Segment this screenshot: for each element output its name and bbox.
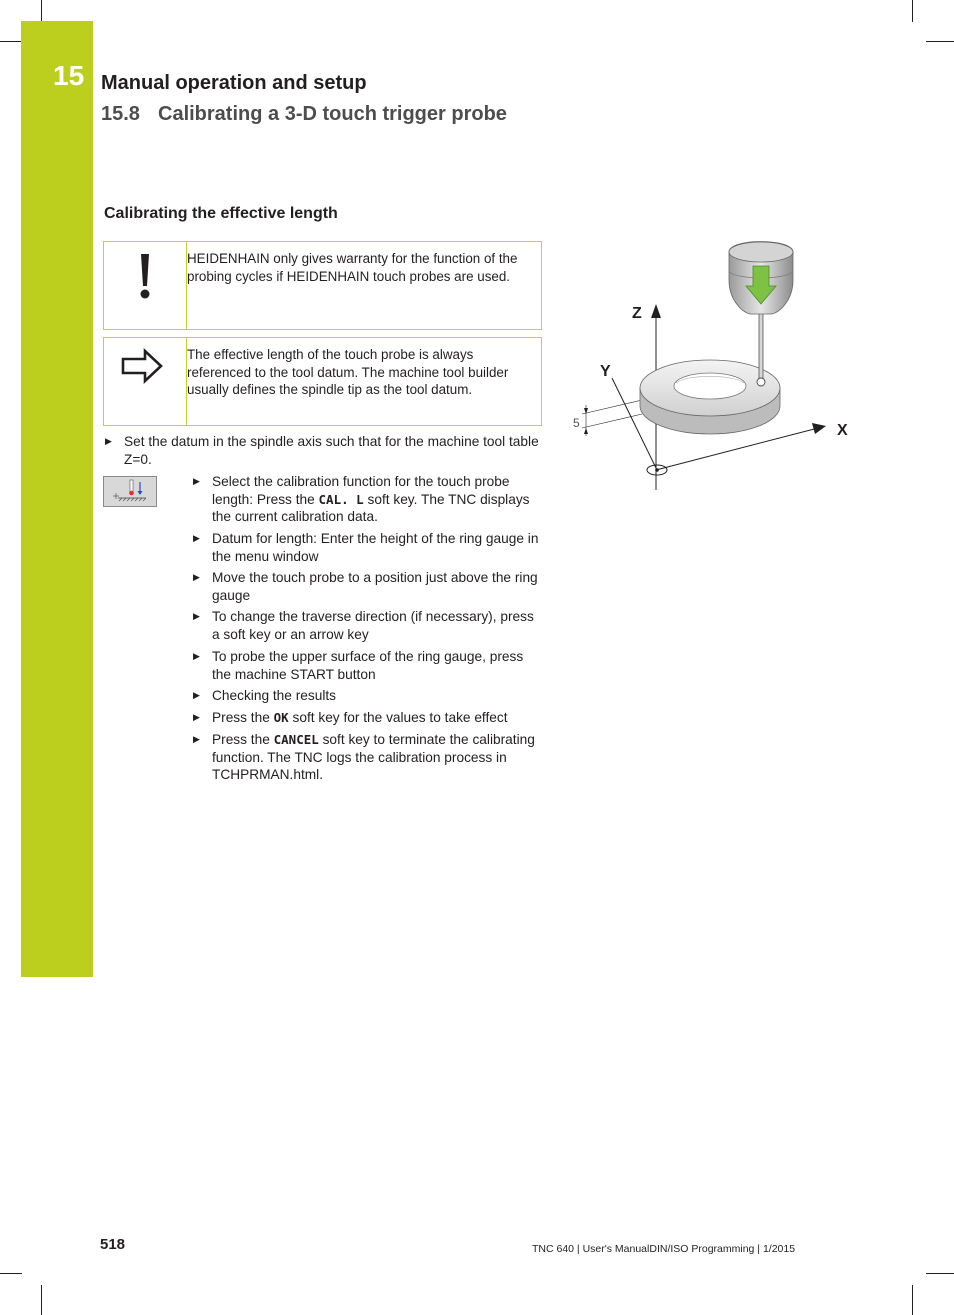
bullet-arrow-icon: ▶ — [193, 611, 200, 621]
step-text: To change the traverse direction (if necessary), press a soft key or an arrow key — [212, 609, 534, 642]
step-text: Press the — [212, 732, 274, 747]
crop-mark — [0, 1273, 22, 1274]
step-item — [193, 473, 540, 526]
bullet-arrow-icon: ▶ — [193, 690, 200, 700]
step-text: soft key to terminate the calibrating function. The TNC logs the calibration process in TCHPRMAN.html. — [212, 732, 535, 782]
crop-mark — [41, 1285, 42, 1315]
arrow-right-icon — [121, 348, 165, 384]
step-text: Select the calibration function for the touch probe length: Press the — [212, 474, 510, 507]
step-text: Press the — [212, 710, 274, 725]
cal-l-softkey[interactable] — [103, 476, 157, 507]
step-text: Move the touch probe to a position just above the ring gauge — [212, 570, 538, 603]
crop-mark — [41, 0, 42, 22]
step-text: soft key for the values to take effect — [288, 710, 508, 725]
axis-label-y: Y — [600, 363, 611, 380]
softkey-name: CAL. L — [318, 491, 364, 507]
chapter-number: 15 — [53, 60, 85, 91]
chapter-title: Manual operation and setup — [101, 72, 367, 94]
step-item — [193, 709, 540, 727]
crop-mark — [926, 41, 954, 42]
step-text: Set the datum in the spindle axis such that for the machine tool table Z=0. — [124, 434, 539, 467]
info-note — [103, 337, 542, 426]
page-number: 518 — [100, 1236, 126, 1253]
bullet-arrow-icon: ▶ — [105, 436, 112, 446]
step-item — [193, 687, 540, 705]
step-item — [193, 648, 540, 683]
ring-gauge-figure — [560, 230, 860, 500]
dimension-label: 5 — [573, 416, 580, 430]
bullet-arrow-icon: ▶ — [193, 572, 200, 582]
bullet-arrow-icon: ▶ — [193, 712, 200, 722]
step-item — [193, 530, 540, 565]
warning-note — [103, 241, 542, 330]
note-text: HEIDENHAIN only gives warranty for the function of the probing cycles if HEIDENHAIN touch probes are used. — [187, 251, 518, 284]
calibrate-length-icon — [104, 477, 156, 506]
step-text: To probe the upper surface of the ring gauge, press the machine START button — [212, 649, 524, 682]
step-item — [193, 608, 540, 643]
step-text: soft key. The TNC displays the current calibration data. — [212, 491, 530, 524]
bullet-arrow-icon: ▶ — [193, 734, 200, 744]
softkey-name: CANCEL — [273, 732, 319, 747]
crop-mark — [0, 41, 22, 42]
bullet-arrow-icon: ▶ — [193, 533, 200, 543]
exclamation-icon — [134, 252, 156, 300]
crop-mark — [912, 1285, 913, 1315]
step-item — [105, 433, 540, 468]
note-text: The effective length of the touch probe is always referenced to the tool datum. The machine tool builder usually defines the spindle tip as the tool datum. — [187, 347, 509, 397]
chapter-sidebar — [21, 21, 93, 977]
section-title — [101, 103, 507, 126]
footer-doc-info: TNC 640 | User's ManualDIN/ISO Programming | 1/2015 — [532, 1243, 796, 1255]
crop-mark — [912, 0, 913, 22]
section-title-text: Calibrating a 3-D touch trigger probe — [158, 103, 507, 125]
step-text: Checking the results — [212, 688, 337, 703]
bullet-arrow-icon: ▶ — [193, 476, 200, 486]
axis-label-x: X — [837, 422, 848, 439]
bullet-arrow-icon: ▶ — [193, 651, 200, 661]
subsection-title: Calibrating the effective length — [104, 205, 338, 222]
step-text: Datum for length: Enter the height of the ring gauge in the menu window — [212, 531, 539, 564]
section-number: 15.8 — [101, 103, 140, 125]
axis-label-z: Z — [632, 305, 642, 322]
step-item — [193, 569, 540, 604]
softkey-name: OK — [273, 710, 289, 725]
step-item — [193, 731, 540, 784]
crop-mark — [926, 1273, 954, 1274]
